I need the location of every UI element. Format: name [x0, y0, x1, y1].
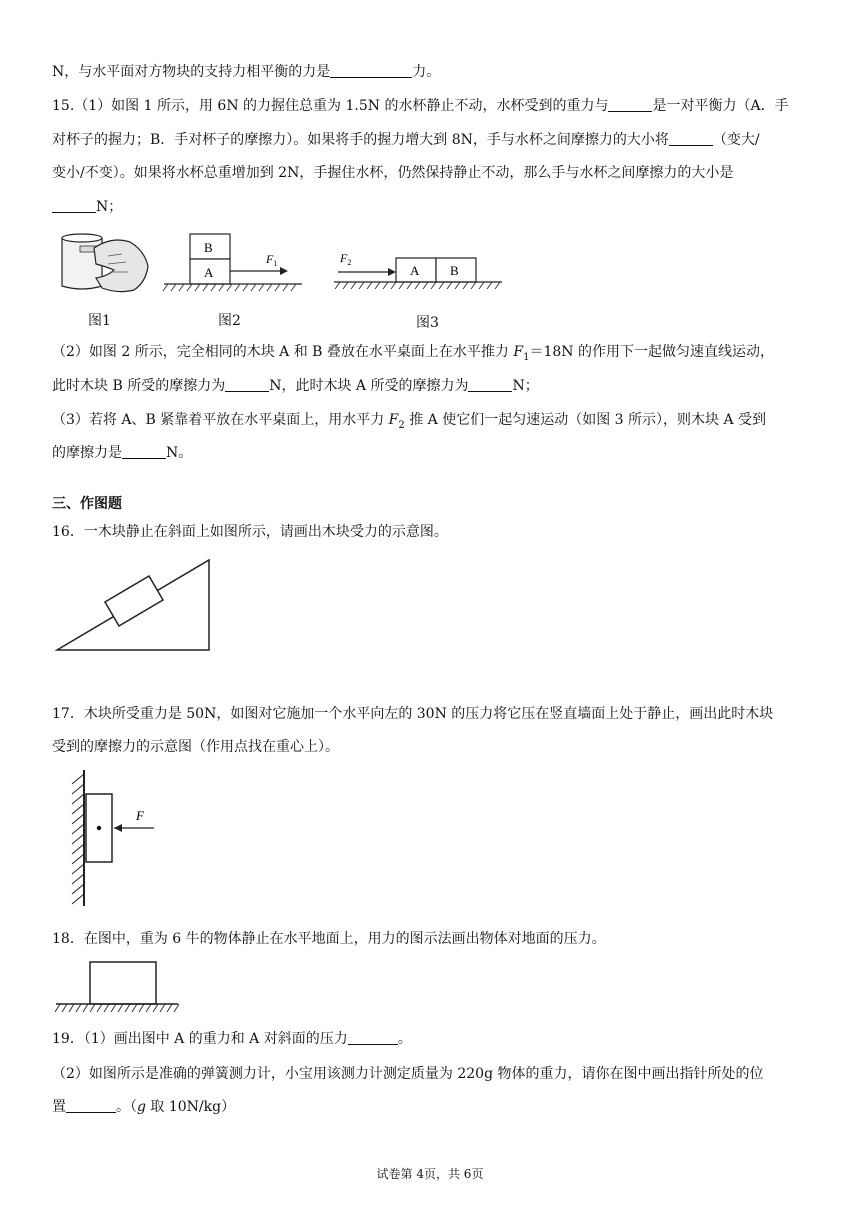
q15-line-1: [52, 97, 789, 115]
force-label: F: [136, 808, 144, 823]
q15-part3-line-2: [52, 444, 192, 462]
q17-line-1: 17．木块所受重力是 50N，如图对它施加一个水平向左的 30N 的压力将它压在竖直墙面上处于静止，画出此时木块: [52, 706, 774, 722]
force-subscript: 2: [398, 419, 405, 431]
q18-ground-figure: [54, 960, 180, 1016]
q19-text: 。（: [116, 1099, 137, 1115]
answer-blank[interactable]: [52, 198, 96, 213]
answer-blank[interactable]: [669, 131, 713, 146]
q15-text: （3）若将 A、B 紧靠着平放在水平桌面上，用水平力: [52, 412, 389, 428]
q15-text: N；: [512, 378, 539, 394]
answer-blank[interactable]: [608, 97, 652, 112]
figure-3-side-blocks: [332, 246, 504, 298]
force-f1-label: $F_1$: [266, 252, 278, 268]
q15-text: N；: [96, 199, 123, 215]
q15-text: N。: [166, 445, 193, 461]
q15-text: （变大/: [712, 132, 760, 148]
answer-blank[interactable]: [225, 377, 269, 392]
object-block: [90, 962, 156, 1004]
q15-text: 是一对平衡力（A．手: [652, 98, 789, 114]
q17-wall-figure: [62, 768, 162, 908]
q15-text: （2）如图 2 所示，完全相同的木块 A 和 B 叠放在水平桌面上在水平推力: [52, 344, 514, 360]
q14-text: N，与水平面对方物块的支持力相平衡的力是: [52, 64, 331, 80]
center-of-gravity-dot: [97, 826, 101, 830]
q19-text: 。: [397, 1031, 412, 1047]
block-a-label: A: [204, 265, 214, 280]
q14-text-end: 力。: [412, 64, 441, 80]
force-symbol: F: [513, 344, 524, 360]
q19-line-1: [52, 1030, 412, 1048]
q19-text: 置: [52, 1099, 66, 1115]
q16-text: 16．一木块静止在斜面上如图所示，请画出木块受力的示意图。: [52, 524, 448, 540]
q15-part2-line-1: [52, 343, 774, 367]
q15-text: 对杯子的握力；B．手对杯子的摩擦力）。如果将手的握力增大到 8N，手与水杯之间摩擦力的大小将: [52, 132, 669, 148]
figure-2-stacked-blocks: [162, 228, 304, 298]
section-title: 三、作图题: [52, 496, 122, 512]
figure-2-caption: 图2: [218, 313, 241, 329]
q14-tail-line: [52, 63, 440, 81]
figure-3-caption: 图3: [416, 315, 439, 331]
q15-line-4: [52, 198, 122, 216]
answer-blank[interactable]: [122, 444, 166, 459]
q15-text: 变小/不变）。如果将水杯总重增加到 2N，手握住水杯，仍然保持静止不动，那么手与水杯之间摩擦力的大小是: [52, 165, 734, 181]
answer-blank[interactable]: [66, 1098, 116, 1113]
force-subscript: 1: [523, 351, 530, 363]
q18-text: 18．在图中，重为 6 牛的物体静止在水平地面上，用力的图示法画出物体对地面的压力。: [52, 931, 606, 947]
q19-line-3: [52, 1098, 235, 1116]
answer-blank[interactable]: [330, 63, 412, 78]
q15-line-3: [52, 164, 733, 182]
q15-text: N，此时木块 A 所受的摩擦力为: [269, 378, 469, 394]
q15-line-2: [52, 131, 760, 149]
gravity-symbol: g: [137, 1099, 146, 1115]
q19-line-2: （2）如图所示是准确的弹簧测力计，小宝用该测力计测定质量为 220g 物体的重力，请你在图中画出指针所处的位: [52, 1066, 764, 1082]
q15-text: 的摩擦力是: [52, 445, 122, 461]
answer-blank[interactable]: [348, 1030, 398, 1045]
block-b-label: B: [204, 240, 213, 255]
q15-text: 推 A 使它们一起匀速运动（如图 3 所示），则木块 A 受到: [404, 412, 767, 428]
block-a-label: A: [410, 263, 420, 278]
q15-text: 15.（1）如图 1 所示，用 6N 的力握住总重为 1.5N 的水杯静止不动，水杯受到的重力与: [52, 98, 609, 114]
q17-line-2: 受到的摩擦力的示意图（作用点找在重心上）。: [52, 739, 339, 755]
figure-1-hand-cup: [52, 226, 152, 296]
q16-incline-figure: [55, 556, 211, 652]
answer-blank[interactable]: [468, 377, 512, 392]
q15-part3-line-1: [52, 411, 766, 435]
q15-part2-line-2: [52, 377, 539, 395]
figure-1-caption: 图1: [88, 313, 111, 329]
q19-text: 取 10N/kg）: [145, 1099, 236, 1115]
q19-text: 19．（1）画出图中 A 的重力和 A 对斜面的压力: [52, 1031, 348, 1047]
q15-text: ＝18N 的作用下一起做匀速直线运动，: [529, 344, 774, 360]
q15-text: 此时木块 B 所受的摩擦力为: [52, 378, 226, 394]
force-f2-label: $F_2$: [340, 251, 352, 267]
page-footer: 试卷第 4页，共 6页: [376, 1167, 484, 1181]
force-symbol: F: [388, 412, 399, 428]
block-b-label: B: [450, 263, 459, 278]
